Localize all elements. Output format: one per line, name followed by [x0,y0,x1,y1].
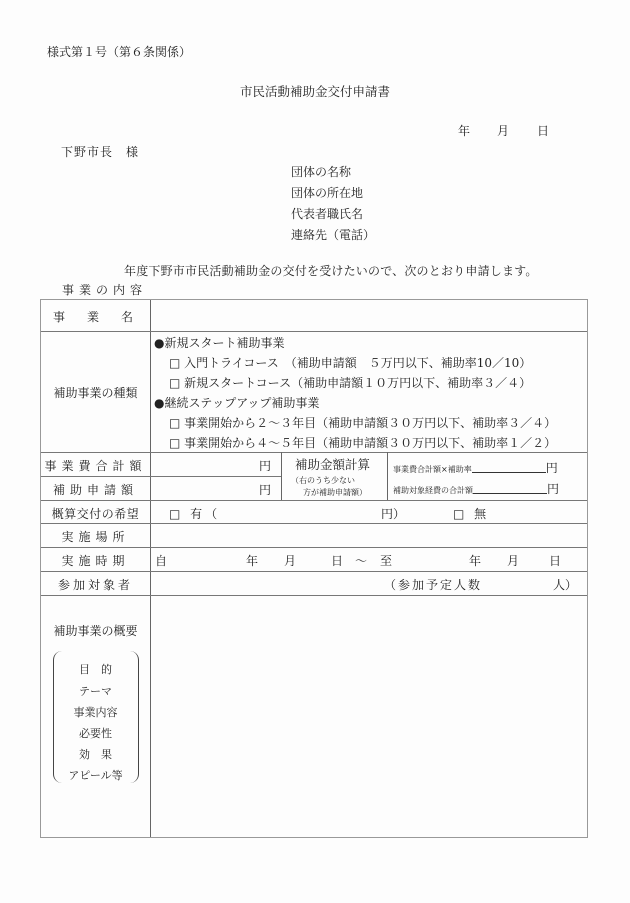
step-up-group-title: ●継続ステップアップ補助事業 [154,396,320,410]
form-number: 様式第１号（第６条関係） [47,45,192,59]
date-day: 日 [537,124,550,138]
date-month: 月 [497,124,510,138]
row-divider [41,547,587,548]
calc-line-2 [393,480,559,497]
request-amount-yen: 円 [259,483,272,497]
applicant-phone[interactable]: 連絡先（電話） [291,228,376,242]
section-label: 事業の内容 [62,283,148,297]
label-divider [150,300,151,837]
request-amount-label: 補助申請額 [52,483,138,497]
period-label: 実施時期 [61,554,130,568]
advance-no-checkbox[interactable]: □ 無 [453,507,490,521]
calc-line-1-field[interactable] [472,462,546,473]
row-divider [41,571,587,572]
period-to: 至 [380,554,393,568]
overview-item-content: 事業内容 [73,706,118,719]
option-year-2-3[interactable]: □ 事業開始から２～３年目（補助申請額３０万円以下、補助率３／４） [169,416,557,430]
period-day-2: 日 [549,554,562,568]
total-cost-yen: 円 [259,459,272,473]
overview-item-theme: テーマ [79,685,112,698]
row-divider [41,331,587,332]
intro-text: 年度下野市市民活動補助金の交付を受けたいので、次のとおり申請します。 [124,264,538,278]
period-month-2: 月 [507,554,520,568]
date-year: 年 [458,124,471,138]
calc-divider [281,452,282,500]
overview-item-appeal: アピール等 [68,769,123,782]
row-divider [41,452,587,453]
total-cost-label: 事業費合計額 [44,459,147,473]
row-divider [41,476,281,477]
calc-title: 補助金額計算 [295,457,371,472]
option-new-start-course[interactable]: □ 新規スタートコース（補助申請額１０万円以下、補助率３／４） [169,376,532,390]
applicant-org-name[interactable]: 団体の名称 [291,165,352,179]
project-name-label: 事 業 名 [52,310,138,324]
calc-line-1-label: 事業費合計額×補助率 [393,465,472,474]
project-name-field[interactable] [153,302,583,329]
period-year-1: 年 [246,554,259,568]
overview-item-effect: 効 果 [79,748,112,761]
option-year-4-5[interactable]: □ 事業開始から４～５年目（補助申請額３０万円以下、補助率１／２） [169,436,557,450]
request-amount-field[interactable] [153,478,253,498]
venue-field[interactable] [153,526,583,545]
row-divider [41,523,587,524]
advance-payment-label: 概算交付の希望 [51,507,140,521]
calc-divider [387,452,388,500]
period-day-1: 日 [331,554,344,568]
calc-line-1-yen: 円 [545,461,558,475]
calc-line-2-field[interactable] [473,483,547,494]
period-from: 自 [155,554,168,568]
total-cost-field[interactable] [153,454,253,474]
document-title: 市民活動補助金交付申請書 [239,84,390,99]
new-start-group-title: ●新規スタート補助事業 [154,336,285,350]
applicant-org-address[interactable]: 団体の所在地 [291,186,364,200]
period-month-1: 月 [284,554,297,568]
addressee: 下野市長 様 [61,145,140,159]
calc-note-2: 方が補助申請額） [303,488,367,497]
participants-label: 参加対象者 [57,578,133,592]
participants-field[interactable] [153,574,373,593]
participants-count-label: （参加予定人数 [384,578,483,592]
venue-label: 実施場所 [61,530,130,544]
row-divider [41,500,587,501]
calc-line-2-yen: 円 [547,482,560,496]
calc-note-1: （右のうち少ない [291,476,355,485]
overview-field[interactable] [153,598,583,834]
overview-label-cell [41,595,150,837]
subsidy-type-label: 補助事業の種類 [53,386,138,400]
period-tilde: ～ [355,554,368,568]
option-intro-try-course[interactable]: □ 入門トライコース （補助申請額 ５万円以下、補助率10／10） [169,356,532,370]
application-table [40,299,588,838]
participants-unit: 人） [553,578,578,592]
overview-label: 補助事業の概要 [53,624,138,638]
applicant-representative[interactable]: 代表者職氏名 [291,207,364,221]
advance-yes-close: 円） [381,507,406,521]
calc-line-2-label: 補助対象経費の合計額 [393,486,473,495]
overview-item-purpose: 目 的 [79,663,112,676]
advance-yes-checkbox[interactable]: □ 有（ [169,507,221,521]
overview-item-necessity: 必要性 [79,727,112,740]
period-year-2: 年 [469,554,482,568]
calc-line-1 [393,459,558,476]
